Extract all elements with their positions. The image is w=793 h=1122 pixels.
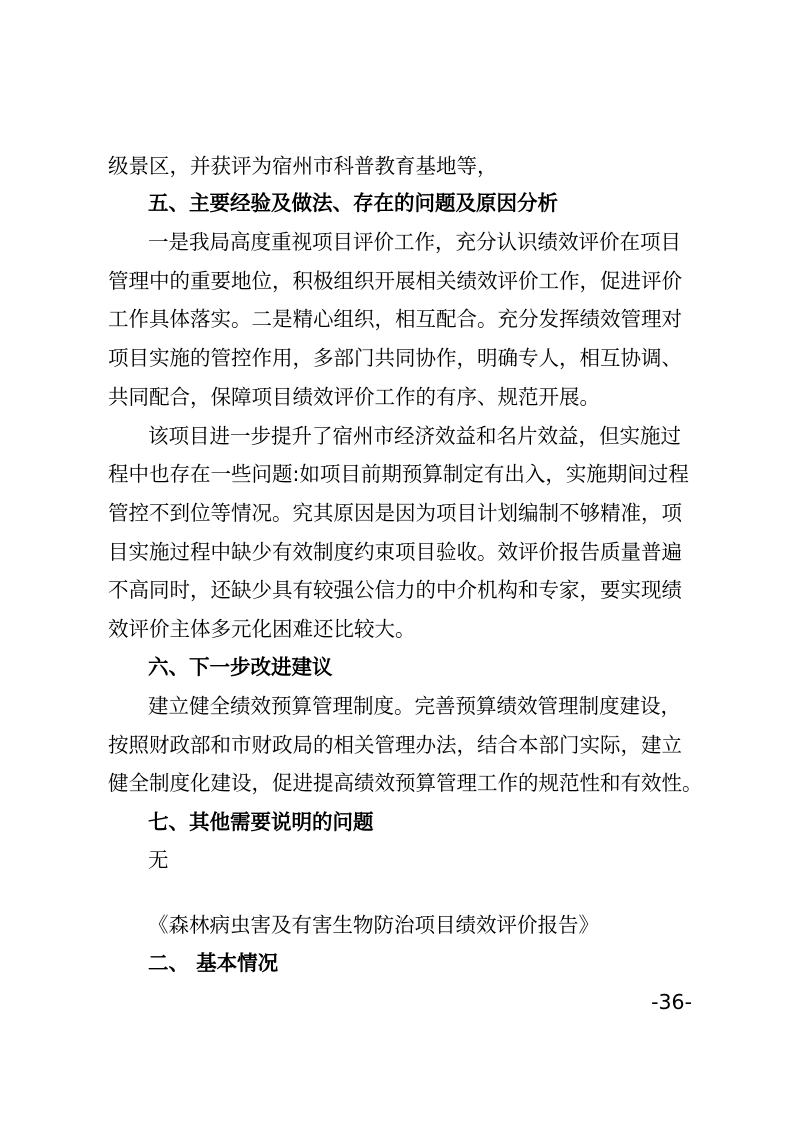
- paragraph-line: 健全制度化建设，促进提高绩效预算管理工作的规范性和有效性。: [108, 771, 703, 795]
- paragraph-line: 管控不到位等情况。究其原因是因为项目计划编制不够精准，项: [108, 501, 682, 525]
- section-heading-2: 二、 基本情况: [148, 951, 279, 975]
- section-heading-5: 五、主要经验及做法、存在的问题及原因分析: [148, 191, 558, 215]
- paragraph-line: 目实施过程中缺少有效制度约束项目验收。效评价报告质量普遍: [108, 540, 682, 564]
- paragraph-line: 程中也存在一些问题:如项目前期预算制定有出入，实施期间过程: [108, 462, 689, 486]
- paragraph-line: 不高同时，还缺少具有较强公信力的中介机构和专家，要实现绩: [108, 578, 682, 602]
- paragraph-line: 管理中的重要地位，积极组织开展相关绩效评价工作，促进评价: [108, 269, 682, 293]
- paragraph-line: 一是我局高度重视项目评价工作，充分认识绩效评价在项目: [148, 230, 681, 254]
- paragraph-line: 建立健全绩效预算管理制度。完善预算绩效管理制度建设，: [148, 694, 681, 718]
- section-heading-7: 七、其他需要说明的问题: [148, 810, 374, 834]
- paragraph-line: 该项目进一步提升了宿州市经济效益和名片效益，但实施过: [148, 424, 681, 448]
- section-heading-6: 六、下一步改进建议: [148, 655, 333, 679]
- paragraph-line: 级景区，并获评为宿州市科普教育基地等，: [108, 154, 498, 178]
- paragraph-line: 效评价主体多元化困难还比较大。: [108, 617, 416, 641]
- paragraph-line: 工作具体落实。二是精心组织，相互配合。充分发挥绩效管理对: [108, 307, 682, 331]
- paragraph-line: 按照财政部和市财政局的相关管理办法，结合本部门实际，建立: [108, 733, 682, 757]
- paragraph-line: 项目实施的管控作用，多部门共同协作，明确专人，相互协调、: [108, 346, 682, 370]
- report-title: 《森林病虫害及有害生物防治项目绩效评价报告》: [148, 913, 599, 937]
- paragraph-line: 共同配合，保障项目绩效评价工作的有序、规范开展。: [108, 385, 600, 409]
- paragraph-line: 无: [148, 848, 169, 872]
- page-number: -36-: [651, 990, 692, 1014]
